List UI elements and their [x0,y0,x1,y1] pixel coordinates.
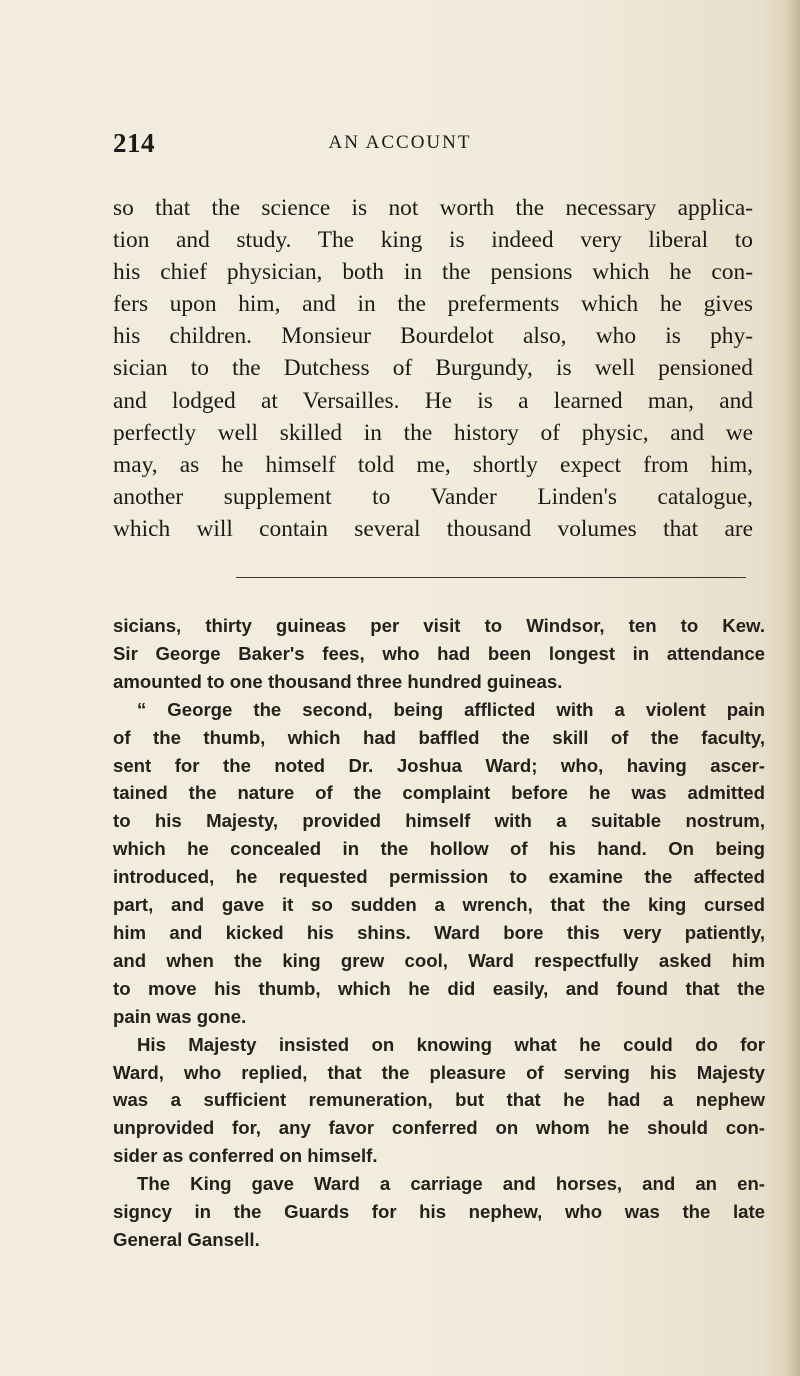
footnote-line: and when the king grew cool, Ward respectfully asked him [113,949,765,971]
text-line: his children. Monsieur Bourdelot also, who is phy- [113,323,753,350]
footnote-line: His Majesty insisted on knowing what he could do for [137,1033,765,1055]
page-number: 214 [113,128,155,158]
text-line: so that the science is not worth the necessary applica- [113,195,753,221]
footnote-line: sicians, thirty guineas per visit to Windsor, ten to Kew. [113,615,765,636]
page-header [0,128,800,168]
footnote-line: amounted to one thousand three hundred guineas. [113,670,563,692]
footnote-line: was a sufficient remuneration, but that he had a nephew [113,1089,765,1111]
footnote-line: part, and gave it so sudden a wrench, that the king cursed [113,894,765,916]
footnote-line: to his Majesty, provided himself with a suitable nostrum, [113,810,765,832]
text-line: fers upon him, and in the preferments which he gives [113,291,753,318]
text-line: may, as he himself told me, shortly expect from him, [113,451,753,478]
footnote-line: tained the nature of the complaint before he was admitted [113,782,765,804]
text-line: his chief physician, both in the pensions which he con- [113,259,753,286]
text-line: another supplement to Vander Linden's catalogue, [113,483,753,510]
footnote-line: which he concealed in the hollow of his hand. On being [113,838,765,860]
running-head: AN ACCOUNT [328,132,472,153]
main-text [113,192,753,545]
footnote-line: to move his thumb, which he did easily, and found that the [113,977,765,999]
footnote-line: introduced, he requested permission to examine the affected [113,866,765,888]
footnote-line: Sir George Baker's fees, who had been longest in attendance [113,642,765,664]
footnote-line: of the thumb, which had baffled the skill of the faculty, [113,726,765,748]
footnote-line: pain was gone. [113,1005,247,1027]
text-line: sician to the Dutchess of Burgundy, is well pensioned [113,355,753,382]
footnote-line: signcy in the Guards for his nephew, who was the late [113,1201,765,1223]
footnote-line: Ward, who replied, that the pleasure of serving his Majesty [113,1061,765,1083]
page-edge-shadow [786,0,800,1376]
footnote-line: “ George the second, being afflicted with a violent pain [137,698,765,720]
footnote-line: sent for the noted Dr. Joshua Ward; who, having ascer- [113,754,765,776]
footnote-line: sider as conferred on himself. [113,1145,378,1167]
footnote-line: The King gave Ward a carriage and horses, and an en- [137,1173,765,1195]
text-line: tion and study. The king is indeed very liberal to [113,227,753,254]
text-line: and lodged at Versailles. He is a learned man, and [113,387,753,414]
footnote-line: him and kicked his shins. Ward bore this very patiently, [113,921,765,943]
footnote-line: General Gansell. [113,1228,260,1250]
footnote [113,612,765,1254]
footnote-line: unprovided for, any favor conferred on whom he should con- [113,1117,765,1139]
text-line: which will contain several thousand volumes that are [113,515,753,542]
footnote-rule [236,577,746,578]
text-line: perfectly well skilled in the history of physic, and we [113,419,753,446]
